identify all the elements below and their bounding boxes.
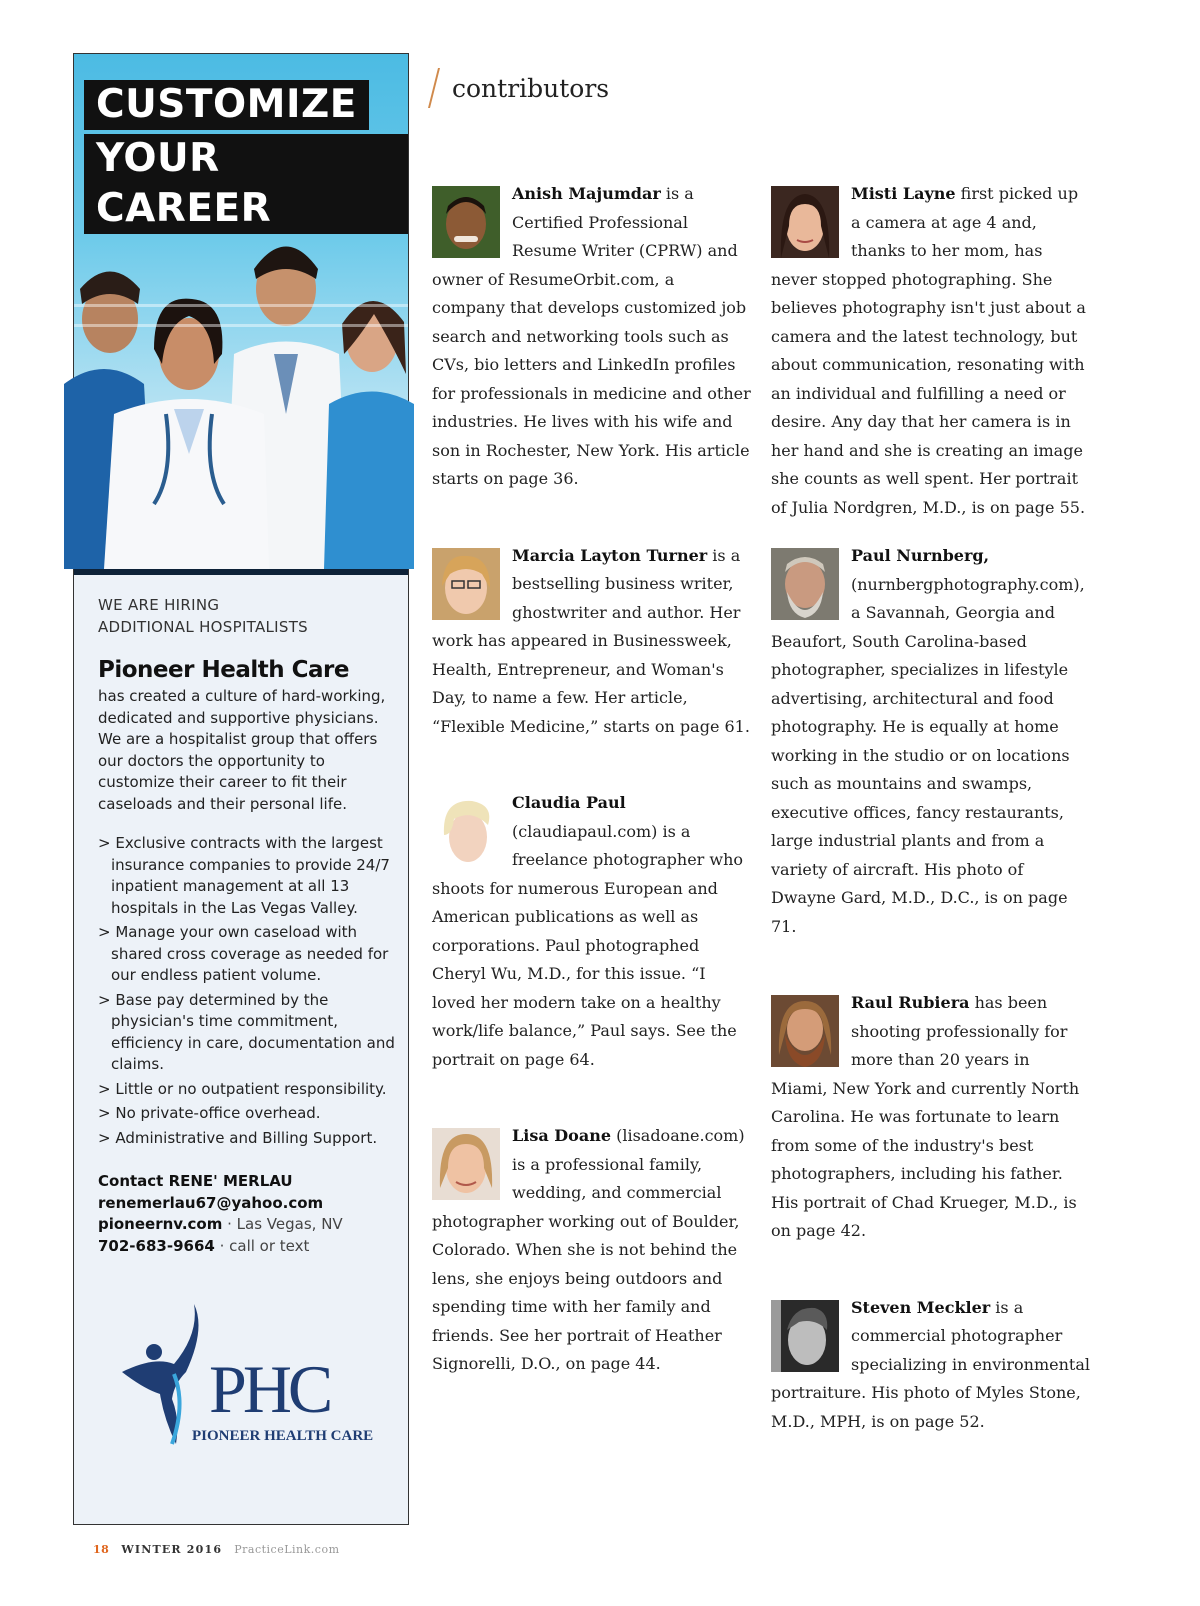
benefit-item: > Manage your own caseload with shared cross coverage as needed for our endless patient volume.: [98, 922, 398, 987]
contributor-name: Raul Rubiera: [851, 993, 970, 1012]
contributor-photo: [432, 548, 500, 620]
phone-number[interactable]: 702-683-9664: [98, 1236, 215, 1255]
contributor-bio: (lisadoane.com) is a professional family, wedding, and commercial photographer working out of Boulder, Colorado. When she is not behind the lens, she enjoys being outdoors and spending time with her family and friends. See her portrait of Heather Signorelli, D.O., on page 44.: [432, 1126, 745, 1373]
issue-season: WINTER 2016: [121, 1543, 223, 1556]
benefit-item: > Administrative and Billing Support.: [98, 1128, 398, 1150]
contributor-bio: is a commercial photographer specializing in environmental portraiture. His photo of Myles Stone, M.D., MPH, is on page 52.: [771, 1297, 1091, 1431]
contributor-entry: [771, 180, 1091, 522]
contributor-bio: is a Certified Professional Resume Writer (CPRW) and owner of ResumeOrbit.com, a company that develops customized job search and networking tools such as CVs, bio letters and LinkedIn profiles for professionals in medicine and other industries. He lives with his wife and son in Rochester, New York. His article starts on page 36.: [432, 184, 751, 488]
ad-headline-line-1: CUSTOMIZE: [84, 80, 369, 130]
contributor-photo: [771, 548, 839, 620]
contributor-name: Lisa Doane: [512, 1126, 611, 1145]
benefits-list: [98, 833, 398, 1149]
contributor-bio: (claudiapaul.com) is a freelance photographer who shoots for numerous European and American publications as well as corporations. Paul photographed Cheryl Wu, M.D., for this issue. “I loved her modern take on a healthy work/life balance,” Paul says. See the portrait on page 64.: [432, 821, 744, 1069]
contact-block: [98, 1171, 398, 1257]
contributor-entry: [771, 989, 1091, 1246]
ad-body: [98, 594, 398, 1257]
contributor-entry: [432, 789, 752, 1074]
contributor-entry: [432, 1122, 752, 1379]
hiring-line-1: WE ARE HIRING: [98, 596, 220, 614]
contributor-photo: [771, 995, 839, 1067]
contributor-entry: [432, 180, 752, 494]
ad-divider-bar: [74, 569, 408, 575]
contributor-name: Steven Meckler: [851, 1297, 991, 1317]
phc-logo-text: PIONEER HEALTH CARE: [192, 1428, 374, 1444]
doctors-illustration: [74, 54, 408, 569]
company-intro: has created a culture of hard-working, dedicated and supportive physicians. We are a hospitalist group that offers our doctors the opportunity to customize their career to fit their caseloads and their personal life.: [98, 687, 386, 813]
location-text: · Las Vegas, NV: [222, 1215, 343, 1233]
ad-photo-doctors: [74, 54, 408, 569]
contributor-photo: [432, 1128, 500, 1200]
contributor-entry: [771, 542, 1091, 941]
contributor-bio: first picked up a camera at age 4 and, thanks to her mom, has never stopped photographing. She believes photography isn't just about a camera and the latest technology, but about communication, resonating with an individual and fulfilling a need or desire. Any day that her camera is in her hand and she is creating an image she counts as well spent. Her portrait of Julia Nordgren, M.D., is on page 55.: [771, 184, 1086, 517]
contributor-photo: [771, 186, 839, 258]
benefit-item: > Base pay determined by the physician's time commitment, efficiency in care, documentation and claims.: [98, 990, 398, 1076]
contributors-column-left: [432, 180, 752, 1379]
page-number: 18: [93, 1543, 110, 1556]
contributor-name: Marcia Layton Turner: [512, 545, 708, 565]
company-name: Pioneer Health Care: [98, 657, 349, 683]
contributor-entry: [771, 1294, 1091, 1437]
header-slash: [428, 68, 440, 108]
hiring-line-2: ADDITIONAL HOSPITALISTS: [98, 618, 309, 636]
contributor-entry: [432, 542, 752, 742]
contributor-photo: [771, 1300, 839, 1372]
benefit-item: > No private-office overhead.: [98, 1103, 398, 1125]
contributor-bio: is a bestselling business writer, ghostwriter and author. Her work has appeared in Businessweek, Health, Entrepreneur, and Woman's Day, to name a few. Her article, “Flexible Medicine,” starts on page 61.: [432, 545, 750, 736]
contributor-bio: has been shooting professionally for more than 20 years in Miami, New York and currently North Carolina. He was fortunate to learn from some of the industry's best photographers, including his father. His portrait of Chad Krueger, M.D., is on page 42.: [771, 993, 1080, 1240]
page-title: contributors: [452, 74, 610, 103]
phc-logo: [114, 1294, 374, 1464]
contributor-name: Anish Majumdar: [512, 184, 661, 203]
website-link[interactable]: pioneernv.com: [98, 1215, 223, 1233]
ad-headline-line-2: YOUR CAREER: [84, 134, 408, 234]
figure-icon: [122, 1304, 199, 1444]
site-name: PracticeLink.com: [234, 1543, 340, 1556]
page-footer: [93, 1543, 340, 1556]
contributor-name: Misti Layne: [851, 184, 956, 203]
benefit-item: > Little or no outpatient responsibility.: [98, 1079, 398, 1101]
hiring-notice: [98, 594, 398, 638]
contributor-name: Paul Nurnberg,: [851, 546, 990, 565]
phone-note: · call or text: [214, 1236, 310, 1255]
contributor-photo: [432, 186, 500, 258]
contributor-name: Claudia Paul: [512, 793, 626, 812]
phc-logo-letters: PHC: [209, 1351, 330, 1427]
contributor-bio: (nurnbergphotography.com), a Savannah, Georgia and Beaufort, South Carolina-based photographer, specializes in lifestyle advertising, architectural and food photography. He is equally at home working in the studio or on locations such as mountains and swamps, executive offices, fancy restaurants, large industrial plants and from a variety of aircraft. His photo of Dwayne Gard, M.D., D.C., is on page 71.: [771, 574, 1085, 936]
contact-email-link[interactable]: renemerlau67@yahoo.com: [98, 1193, 324, 1212]
contributors-column-right: [771, 180, 1091, 1436]
contact-name: Contact RENE' MERLAU: [98, 1172, 293, 1190]
benefit-item: > Exclusive contracts with the largest insurance companies to provide 24/7 inpatient management at all 13 hospitals in the Las Vegas Valley.: [98, 833, 398, 919]
ad-panel: [73, 53, 409, 1525]
contributor-photo: [432, 795, 500, 867]
